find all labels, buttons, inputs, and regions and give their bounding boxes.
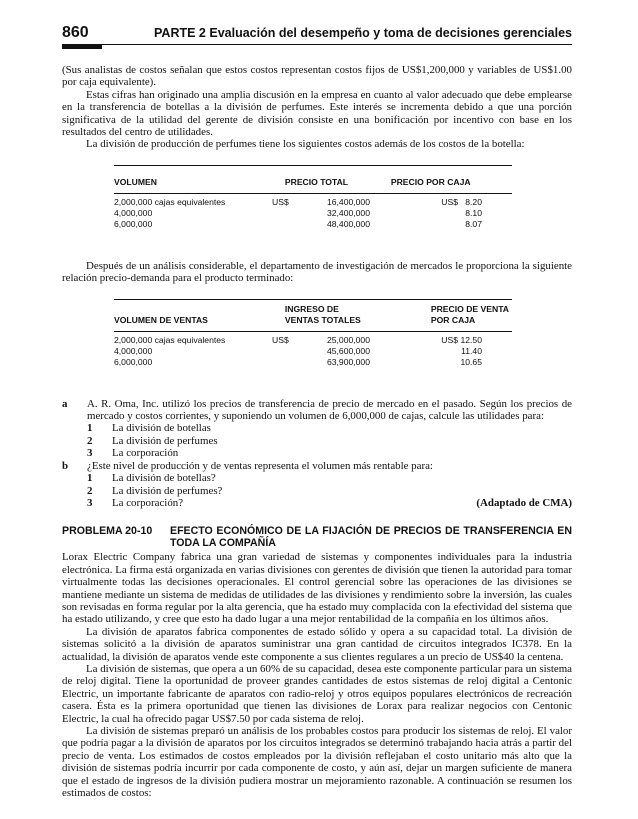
market-research-paragraph: Después de un análisis considerable, el departamento de investigación de mercados le proporciona la siguiente relación precio-demanda para el producto terminado:: [62, 259, 572, 285]
table1-cell: [370, 208, 458, 219]
table1-cell: 6,000,000: [114, 218, 153, 229]
table-row: [114, 208, 512, 219]
table2-cell: 12.50: [460, 334, 482, 345]
problem-title: EFECTO ECONÓMICO DE LA FIJACIÓN DE PRECIOS DE TRANSFERENCIA EN TODA LA COMPAÑÍA: [170, 525, 572, 550]
table2-cell: 6,000,000: [114, 356, 153, 367]
intro-paragraph-2: Estas cifras han originado una amplia discusión en la empresa en cuanto al valor adecuado que debe emplearse en la transferencia de botellas a la división de perfumes. Este interés se incrementa debido a que una porción significativa de la utilidad del gerente de división consiste en una bonificación por incentivo con base en los resultados del centro de utilidades.: [62, 88, 572, 139]
question-a-text: A. R. Oma, Inc. utilizó los precios de transferencia de precio de mercado en el pasado. Según los precios de mercado y costos corrientes, y suponiendo un volumen de 6,000,000 de cajas, calcule las utilidades para:: [87, 397, 572, 423]
table2-cell: [370, 346, 458, 357]
header-block-marker: [62, 44, 102, 49]
item-text: La división de perfumes?: [112, 484, 223, 497]
item-number: 2: [87, 434, 93, 447]
item-text: La división de botellas?: [112, 472, 216, 485]
question-a: [62, 398, 572, 423]
list-item: [62, 497, 572, 509]
table-row: [114, 197, 512, 208]
problem-paragraph-1: Lorax Electric Company fabrica una gran variedad de sistemas y componentes individuales para la industria electrónica. La firma está organizada en varias divisiones con gerentes de división que tienen la autoridad para tomar virtualmente todas las decisiones operacionales. El control gerencial sobre las operaciones de las divisiones se mantiene mediante un sistema de medidas de utilidades de las divisiones y rendimiento sobre la inversión, las cuales son revisadas en forma regular por la alta gerencia, que ha estado muy complacida con la efectividad del sistema que ha estado utilizando, y cree que esto ha dado lugar a una mejor rentabilidad de la compañía en los últimos años.: [62, 551, 572, 626]
table2-header-price: POR CAJA: [430, 314, 476, 325]
table2-header-revenue: VENTAS TOTALES: [284, 314, 361, 325]
table2-header-volume-top: [114, 304, 285, 315]
table2-cell: 45,600,000: [326, 345, 370, 356]
table2-header-price-top: PRECIO DE VENTA: [430, 303, 510, 314]
table1-cell: 32,400,000: [326, 207, 370, 218]
table2-cell: 63,900,000: [326, 356, 370, 367]
problem-heading: [62, 525, 572, 549]
table2-cell: 11.40: [461, 345, 482, 356]
table1-cell: 8.07: [465, 218, 482, 229]
item-text: La corporación: [112, 447, 179, 460]
table1-cell: 48,400,000: [326, 218, 370, 229]
table1-cell: US$: [272, 196, 289, 207]
item-number: 1: [87, 472, 93, 485]
table2-cell: US$: [441, 334, 458, 345]
table1-cell: [272, 219, 296, 230]
page-number: 860: [62, 24, 89, 41]
item-number: 1: [87, 422, 93, 435]
question-list: [62, 398, 572, 510]
table1-cell: 16,400,000: [326, 196, 370, 207]
table1-cell: 8.10: [465, 207, 482, 218]
table1-cell: [370, 219, 458, 230]
table2-cell: 2,000,000 cajas equivalentes: [114, 334, 226, 345]
page-body: [62, 64, 572, 799]
item-text: La división de perfumes: [112, 434, 218, 447]
table1-header-volume: VOLUMEN: [114, 176, 157, 187]
item-text: La corporación?: [112, 496, 184, 509]
table1-cell: US$: [441, 196, 458, 207]
problem-paragraph-4: La división de sistemas preparó un análisis de los probables costos para producir los sistemas de reloj. El valor que podría pagar a la división de aparatos por los circuitos integrados se determinó trabajando hacia atrás a partir del precio de venta. Los estimados de costos empleados por la división reflejaban el costo unitario más alto que la división de sistemas podría incurrir por cada componente de costo, y aún así, dejar un margen suficiente de manera que el estado de ingresos de la división pudiera mostrar un mejoramiento razonable. A continuación se resumen los estimados de costos:: [62, 725, 572, 800]
list-item: [62, 485, 572, 497]
table2-cell: US$: [272, 334, 289, 345]
table-row: [114, 357, 512, 368]
question-b: [62, 460, 572, 472]
header-rule: [62, 44, 572, 45]
problem-number: PROBLEMA 20-10: [62, 525, 153, 538]
table1-cell: [272, 208, 296, 219]
table-row: [114, 335, 512, 346]
list-item: [62, 447, 572, 459]
table2-header-revenue-top: INGRESO DE: [284, 303, 339, 314]
price-demand-table: [114, 299, 512, 368]
item-text: La división de botellas: [112, 422, 211, 435]
problem-paragraph-2: La división de aparatos fabrica componentes de estado sólido y opera a su capacidad total. La división de sistemas solicitó a la división de aparatos suministrar una gran cantidad de circuitos integrados IC378. En la actualidad, la división de aparatos vende este componente a sus clientes regulares a un precio de US$40 la centena.: [62, 625, 572, 663]
list-item: [62, 422, 572, 434]
list-item: [62, 472, 572, 484]
item-number: 2: [87, 484, 93, 497]
question-b-text: ¿Este nivel de producción y de ventas representa el volumen más rentable para:: [87, 459, 433, 472]
table2-cell: 4,000,000: [114, 345, 153, 356]
question-a-label: a: [62, 397, 68, 410]
problem-paragraph-3: La división de sistemas, que opera a un 60% de su capacidad, desea este componente particular para un sistema de reloj digital. Tiene la oportunidad de proveer grandes cantidades de estos sistemas de reloj digital a Centonic Electric, un importante fabricante de aparatos con radio-reloj y otros equipos populares electrónicos de recreación casera. Ésta es la primera oportunidad que tienen las divisiones de Lorax para realizar negocios con Centonic Electric, la cual ha ofrecido pagar US$7.50 por cada sistema de reloj.: [62, 662, 572, 725]
table2-cell: 10.65: [460, 356, 482, 367]
item-number: 3: [87, 496, 93, 509]
table1-cell: 2,000,000 cajas equivalentes: [114, 196, 226, 207]
table2-header-volume: VOLUMEN DE VENTAS: [114, 314, 208, 325]
list-item: [62, 435, 572, 447]
table2-cell: 25,000,000: [326, 334, 370, 345]
bottle-cost-table: [114, 165, 512, 230]
running-header: PARTE 2 Evaluación del desempeño y toma de decisiones gerenciales: [154, 26, 572, 40]
question-b-label: b: [62, 459, 69, 472]
intro-paragraph-1: (Sus analistas de costos señalan que estos costos representan costos fijos de US$1,200,000 y variables de US$1.00 por caja equivalente).: [62, 64, 572, 89]
table-row: [114, 346, 512, 357]
intro-paragraph-3: La división de producción de perfumes tiene los siguientes costos además de los costos de la botella:: [86, 138, 525, 151]
table1-cell: 4,000,000: [114, 207, 153, 218]
table-row: [114, 219, 512, 230]
table2-cell: [272, 357, 296, 368]
table1-header-per-case: PRECIO POR CAJA: [390, 176, 471, 187]
table2-cell: [370, 357, 458, 368]
item-number: 3: [87, 447, 93, 460]
table1-header-total: PRECIO TOTAL: [284, 176, 349, 187]
table1-cell: 8.20: [465, 196, 482, 207]
source-citation: (Adaptado de CMA): [476, 496, 572, 509]
table2-cell: [272, 346, 296, 357]
